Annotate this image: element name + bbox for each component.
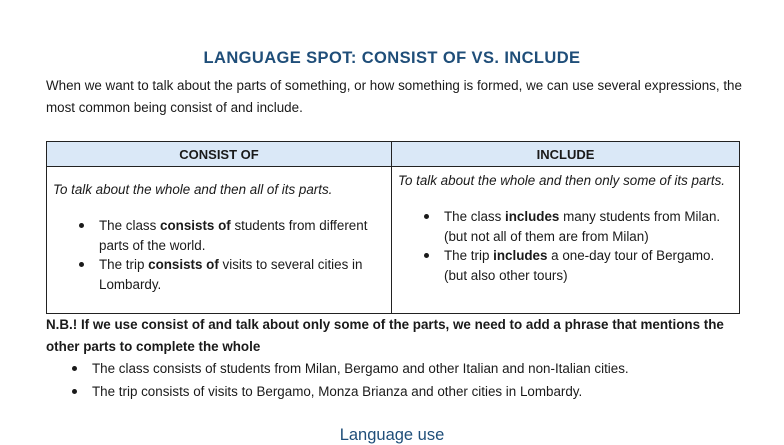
example-text: a one-day tour of Bergamo. (but also other tours): [444, 248, 715, 283]
example-keyword: consists of: [148, 257, 219, 272]
list-item: [99, 255, 385, 294]
consist-of-cell: [47, 167, 392, 314]
include-cell: [392, 167, 740, 314]
example-text: students from different parts of the world.: [99, 218, 368, 253]
example-text: many students from Milan. (but not all of them are from Milan): [444, 209, 721, 244]
header-include: INCLUDE: [392, 142, 740, 167]
list-item: [99, 216, 385, 255]
table-body-row: [47, 167, 740, 314]
intro-paragraph: When we want to talk about the parts of something, or how something is formed, we can use several expressions, the most common being consist of and include.: [46, 78, 742, 115]
consist-of-examples: [53, 216, 385, 294]
list-item: The trip consists of visits to Bergamo, Monza Brianza and other cities in Lombardy.: [92, 380, 784, 403]
nb-note: N.B.! If we use consist of and talk about only some of the parts, we need to add a phrase that mentions the other parts to complete the whole: [46, 317, 724, 354]
table-header-row: [47, 142, 740, 167]
example-keyword: includes: [505, 209, 560, 224]
include-examples: [398, 207, 733, 285]
list-item: [444, 246, 733, 285]
example-text: visits to several cities in Lombardy.: [99, 257, 363, 292]
example-text: The trip: [444, 248, 494, 263]
page-title: LANGUAGE SPOT: CONSIST OF VS. INCLUDE: [203, 49, 581, 67]
comparison-table: [46, 141, 740, 314]
section-subheading: Language use: [339, 426, 445, 444]
nb-examples-list: [46, 357, 784, 403]
list-item: [444, 207, 733, 246]
example-text: The trip: [99, 257, 149, 272]
header-consist-of: CONSIST OF: [47, 142, 392, 167]
example-text: The class: [444, 209, 506, 224]
example-text: The class: [99, 218, 161, 233]
example-keyword: consists of: [160, 218, 231, 233]
example-keyword: includes: [493, 248, 548, 263]
consist-of-definition: To talk about the whole and then all of its parts.: [53, 182, 333, 197]
include-definition: To talk about the whole and then only some of its parts.: [398, 173, 726, 188]
list-item: The class consists of students from Milan, Bergamo and other Italian and non-Italian cities.: [92, 357, 784, 380]
